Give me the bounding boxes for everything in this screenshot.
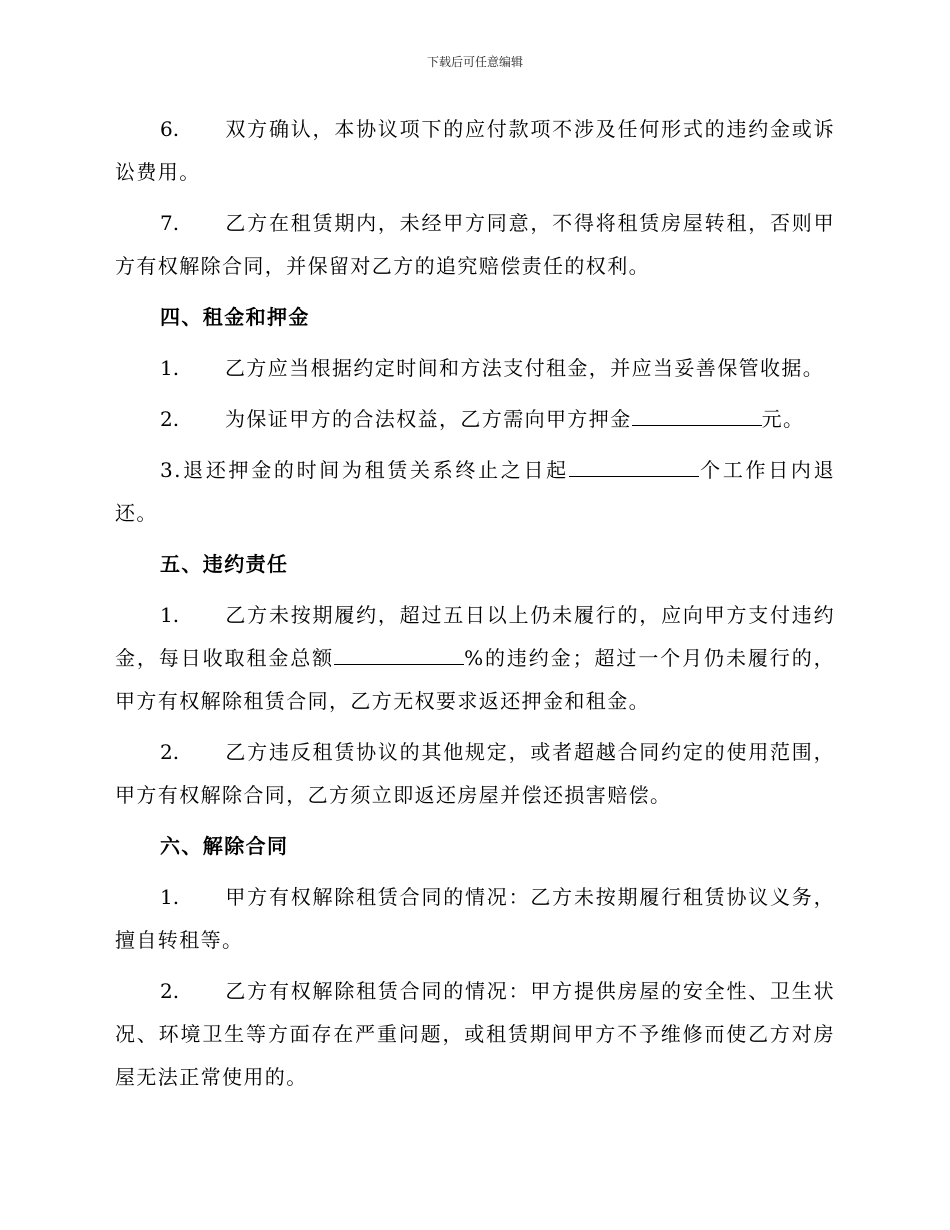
clause-3-6 (115, 108, 835, 194)
clause-4-2 (115, 398, 835, 441)
section-heading-6: 六、解除合同 (160, 834, 289, 858)
penalty-rate-blank[interactable] (334, 638, 464, 665)
clause-6-2 (115, 970, 835, 1099)
clause-text: 乙方应当根据约定时间和方法支付租金，并应当妥善保管收据。 (225, 356, 825, 380)
clause-text: 乙方在租赁期内，未经甲方同意，不得将租赁房屋转租，否则甲方有权解除合同，并保留对乙方的追究赔偿责任的权利。 (115, 211, 835, 278)
clause-number: 6. (160, 117, 180, 141)
section-heading-4: 四、租金和押金 (160, 305, 310, 329)
clause-text: 为保证甲方的合法权益，乙方需向甲方押金 (225, 407, 632, 431)
clause-text: 个工作日内退还。 (115, 458, 836, 525)
clause-number: 1. (160, 603, 180, 627)
clause-text: 乙方违反租赁协议的其他规定，或者超越合同约定的使用范围，甲方有权解除合同，乙方须立即返还房屋并偿还损害赔偿。 (115, 740, 835, 807)
clause-number: 2. (160, 979, 180, 1003)
clause-5-2 (115, 731, 835, 817)
clause-6-1 (115, 876, 835, 962)
clause-text: 乙方未按期履约，超过五日以上仍未履行的，应向甲方支付违约金，每日收取租金总额 (115, 603, 835, 670)
deposit-amount-blank[interactable] (632, 399, 762, 426)
clause-text: 双方确认，本协议项下的应付款项不涉及任何形式的违约金或诉讼费用。 (115, 117, 835, 184)
clause-number: 2. (160, 740, 180, 764)
clause-text: %的违约金；超过一个月仍未履行的，甲方有权解除租赁合同，乙方无权要求返还押金和租金。 (115, 646, 835, 713)
document-body (115, 108, 835, 1107)
clause-4-1 (115, 347, 835, 390)
clause-4-3 (115, 449, 835, 535)
clause-text: 乙方有权解除租赁合同的情况：甲方提供房屋的安全性、卫生状况、环境卫生等方面存在严重问题，或租赁期间甲方不予维修而使乙方对房屋无法正常使用的。 (115, 979, 835, 1089)
clause-3-7 (115, 202, 835, 288)
clause-text: 元。 (761, 407, 805, 431)
clause-text: 3.退还押金的时间为租赁关系终止之日起 (160, 458, 569, 482)
clause-number: 1. (160, 356, 180, 380)
section-heading-5: 五、违约责任 (160, 552, 289, 576)
refund-days-blank[interactable] (569, 450, 699, 477)
clause-5-1 (115, 594, 835, 723)
clause-number: 7. (160, 211, 180, 235)
clause-text: 甲方有权解除租赁合同的情况：乙方未按期履行租赁协议义务，擅自转租等。 (115, 885, 835, 952)
clause-number: 1. (160, 885, 180, 909)
clause-number: 2. (160, 407, 180, 431)
page-header: 下载后可任意编辑 (426, 55, 523, 69)
